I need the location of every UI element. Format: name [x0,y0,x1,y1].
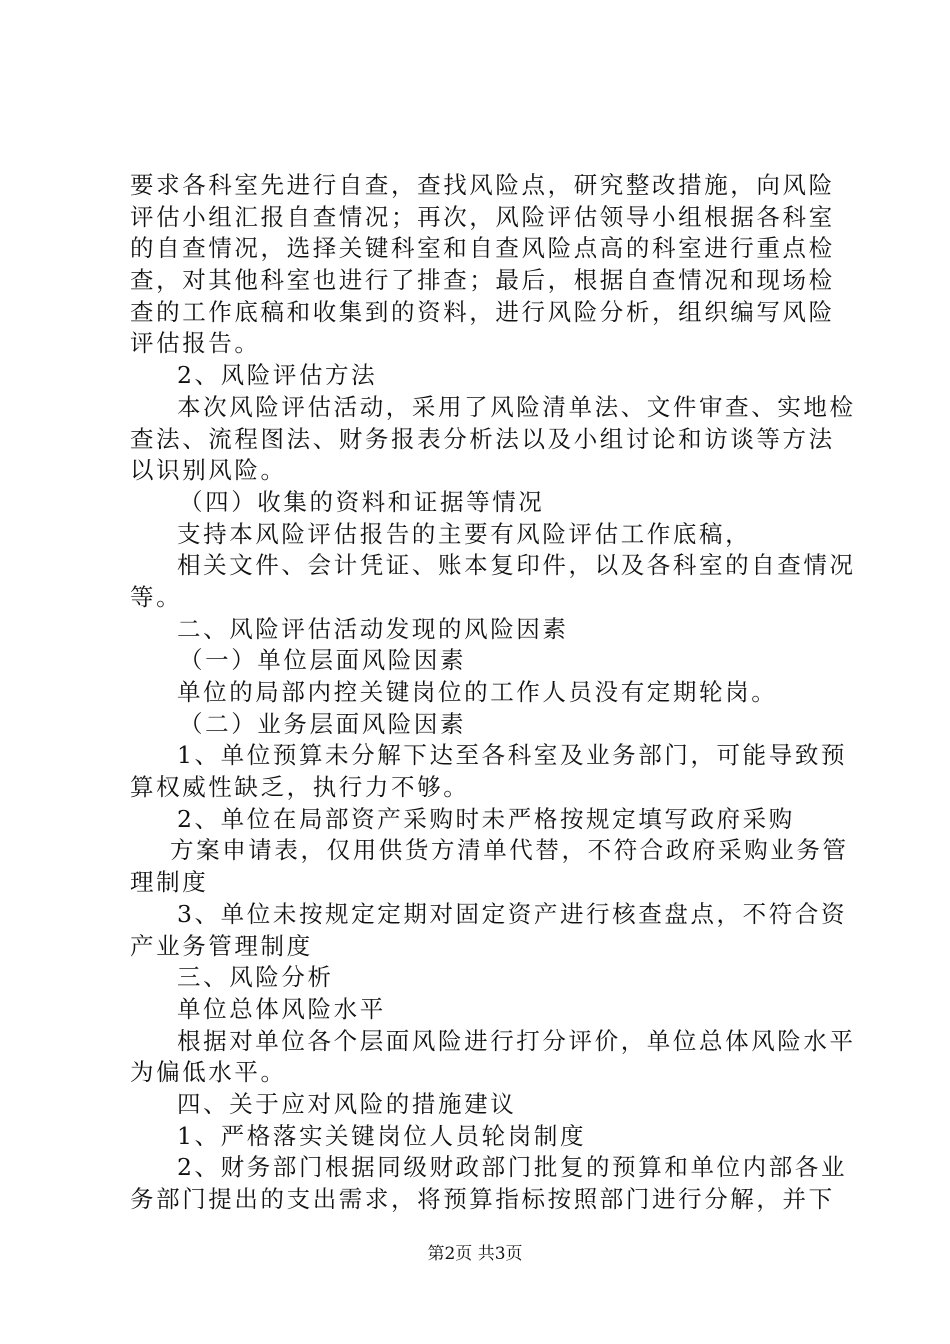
section-heading: （四）收集的资料和证据等情况 [179,487,545,516]
text-line: 查，对其他科室也进行了排查；最后，根据自查情况和现场检 [130,266,835,295]
section-heading: （二）业务层面风险因素 [179,709,467,738]
text-line: 以识别风险。 [130,456,287,485]
text-line: 本次风险评估活动，采用了风险清单法、文件审查、实地检 [177,392,856,421]
subsection-heading: 单位总体风险水平 [177,994,386,1023]
text-line: 查的工作底稿和收集到的资料，进行风险分析，组织编写风险 [130,297,835,326]
text-line: 评估小组汇报自查情况；再次，风险评估领导小组根据各科室 [130,202,835,231]
document-body [130,170,856,1216]
text-line: 相关文件、会计凭证、账本复印件，以及各科室的自查情况 [177,551,856,580]
section-heading: 2、风险评估方法 [177,361,378,390]
text-line: 2、单位在局部资产采购时未严格按规定填写政府采购 [177,804,795,833]
page-number: 第2页 共3页 [427,1244,523,1264]
text-line: 务部门提出的支出需求，将预算指标按照部门进行分解，并下 [130,1185,835,1213]
text-line: 3、单位未按规定定期对固定资产进行核查盘点，不符合资 [177,899,848,928]
text-line: 产业务管理制度 [130,931,313,960]
page-footer [0,1242,950,1266]
text-line: 要求各科室先进行自查，查找风险点，研究整改措施，向风险 [130,171,835,199]
text-line: 理制度 [130,868,209,897]
section-heading: 二、风险评估活动发现的风险因素 [177,614,569,643]
section-heading: 四、关于应对风险的措施建议 [177,1089,517,1118]
text-line: 根据对单位各个层面风险进行打分评价，单位总体风险水平 [177,1026,856,1055]
text-line: 支持本风险评估报告的主要有风险评估工作底稿， [177,519,752,548]
text-line: 算权威性缺乏，执行力不够。 [130,773,470,802]
text-line: 1、严格落实关键岗位人员轮岗制度 [177,1121,587,1150]
section-heading: （一）单位层面风险因素 [179,646,467,675]
text-line: 2、财务部门根据同级财政部门批复的预算和单位内部各业 [177,1153,848,1182]
text-line: 为偏低水平。 [130,1058,287,1087]
section-heading: 三、风险分析 [177,963,334,992]
text-line: 查法、流程图法、财务报表分析法以及小组讨论和访谈等方法 [130,424,835,453]
text-line: 的自查情况，选择关键科室和自查风险点高的科室进行重点检 [130,234,835,263]
text-line: 等。 [130,582,183,611]
text-line: 方案申请表，仅用供货方清单代替，不符合政府采购业务管 [170,836,849,865]
text-line: 评估报告。 [130,329,261,358]
text-line: 单位的局部内控关键岗位的工作人员没有定期轮岗。 [177,678,778,706]
text-line: 1、单位预算未分解下达至各科室及业务部门，可能导致预 [177,741,848,770]
